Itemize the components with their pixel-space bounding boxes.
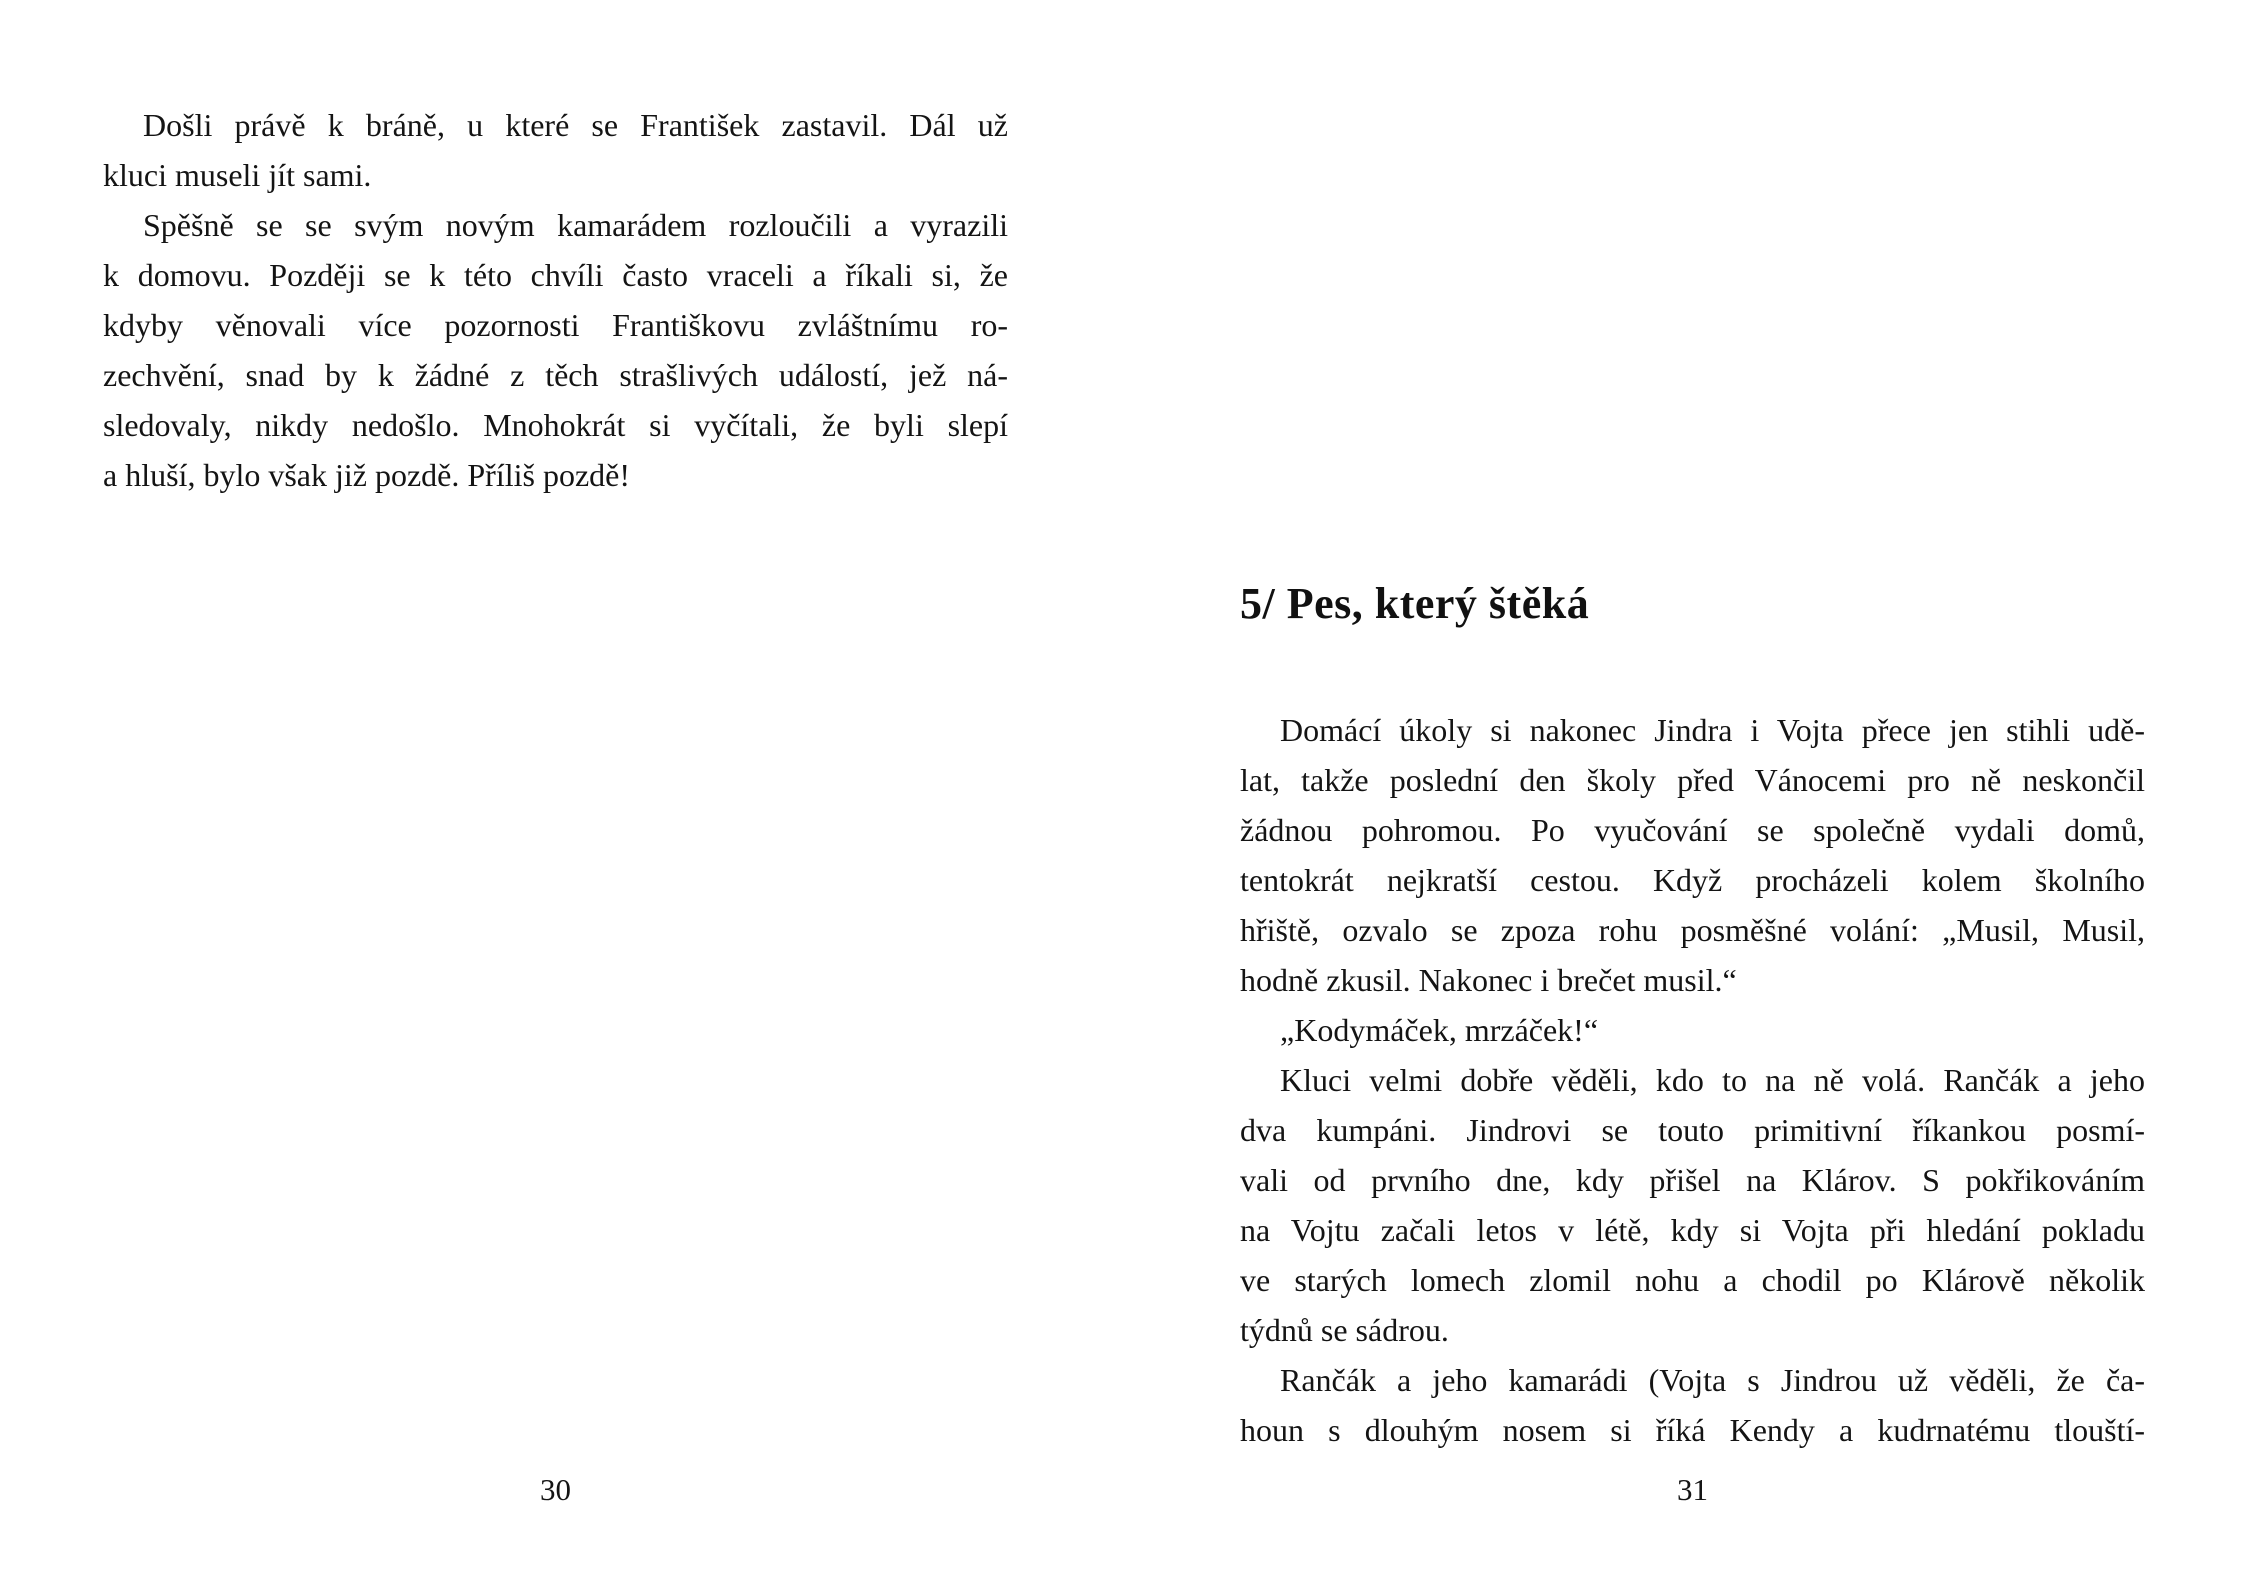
left-page-number: 30	[540, 1472, 571, 1507]
text-line: hodně zkusil. Nakonec i brečet musil.“	[1240, 962, 1737, 998]
right-text-block	[1240, 705, 2145, 1455]
paragraph	[1240, 1355, 2145, 1455]
text-line: Spěšně se se svým novým kamarádem rozloučili a vyrazili	[143, 207, 1008, 243]
text-line: Domácí úkoly si nakonec Jindra i Vojta přece jen stihli udě-	[1280, 712, 2145, 748]
page-right	[1122, 0, 2243, 1574]
text-line: k domovu. Později se k této chvíli často vraceli a říkali si, že	[103, 257, 1008, 293]
text-line: týdnů se sádrou.	[1240, 1312, 1449, 1348]
page-left	[0, 0, 1121, 1574]
text-line: a hluší, bylo však již pozdě. Příliš pozdě!	[103, 457, 631, 493]
text-line: hřiště, ozvalo se zpoza rohu posměšné volání: „Musil, Musil,	[1240, 912, 2145, 948]
text-line: lat, takže poslední den školy před Vánocemi pro ně neskončil	[1240, 762, 2145, 798]
text-line: sledovaly, nikdy nedošlo. Mnohokrát si vyčítali, že byli slepí	[103, 407, 1008, 443]
text-line: na Vojtu začali letos v létě, kdy si Vojta při hledání pokladu	[1240, 1212, 2145, 1248]
paragraph	[103, 100, 1008, 200]
text-line: kluci museli jít sami.	[103, 157, 372, 193]
paragraph	[1240, 1005, 2145, 1055]
text-line: „Kodymáček, mrzáček!“	[1280, 1012, 1599, 1048]
text-line: houn s dlouhým nosem si říká Kendy a kudrnatému tlouští-	[1240, 1412, 2145, 1448]
text-line: žádnou pohromou. Po vyučování se společně vydali domů,	[1240, 812, 2145, 848]
text-line: zechvění, snad by k žádné z těch strašlivých událostí, jež ná-	[103, 357, 1008, 393]
text-line: kdyby věnovali více pozornosti Františkovu zvláštnímu ro-	[103, 307, 1008, 343]
left-text-block	[103, 100, 1008, 500]
text-line: dva kumpáni. Jindrovi se touto primitivní říkankou posmí-	[1240, 1112, 2145, 1148]
text-line: tentokrát nejkratší cestou. Když procházeli kolem školního	[1240, 862, 2145, 898]
text-line: Došli právě k bráně, u které se František zastavil. Dál už	[143, 107, 1008, 143]
text-line: ve starých lomech zlomil nohu a chodil po Klárově několik	[1240, 1262, 2145, 1298]
paragraph	[103, 200, 1008, 500]
text-line: vali od prvního dne, kdy přišel na Klárov. S pokřikováním	[1240, 1162, 2145, 1198]
text-line: Rančák a jeho kamarádi (Vojta s Jindrou už věděli, že ča-	[1280, 1362, 2145, 1398]
chapter-heading: 5/ Pes, který štěká	[1240, 579, 1590, 628]
paragraph	[1240, 705, 2145, 1005]
text-line: Kluci velmi dobře věděli, kdo to na ně volá. Rančák a jeho	[1280, 1062, 2145, 1098]
right-page-number: 31	[1677, 1472, 1708, 1507]
paragraph	[1240, 1055, 2145, 1355]
